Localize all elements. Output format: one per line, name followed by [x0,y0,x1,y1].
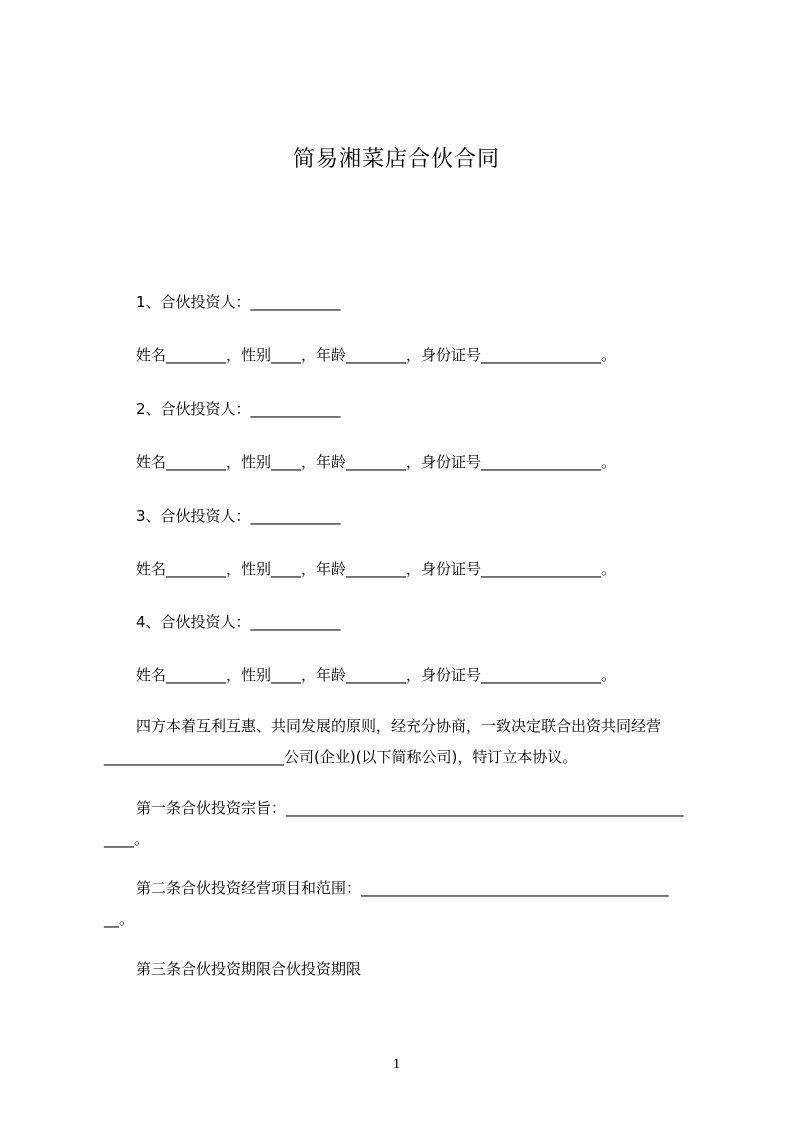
article-3-line-1: 第三条合伙投资期限合伙投资期限 [136,960,362,978]
intro-paragraph [104,716,704,767]
investor-4-header: 4、合伙投资人：____________ [136,613,341,631]
investor-1-details: 姓名________，性别____，年龄________，身份证号________________。 [136,346,617,364]
investor-2-details: 姓名________，性别____，年龄________，身份证号________________。 [136,453,617,471]
investor-1-header: 1、合伙投资人：____________ [136,293,341,311]
article-3-paragraph [104,959,704,979]
investor-3-header: 3、合伙投资人：____________ [136,507,341,525]
article-1-line-2: ____。 [104,830,150,848]
investor-2-header: 2、合伙投资人：____________ [136,400,341,418]
article-2-paragraph [104,878,704,929]
article-2-line-2: __。 [104,910,135,928]
investor-4-details: 姓名________，性别____，年龄________，身份证号________________。 [136,666,617,684]
investor-3-details: 姓名________，性别____，年龄________，身份证号________________。 [136,560,617,578]
article-1-line-1: 第一条合伙投资宗旨：_____________________________________________________ [136,799,684,817]
article-1-paragraph [104,798,704,849]
page-number: 1 [392,1056,401,1072]
intro-line-1: 四方本着互利互惠、共同发展的原则，经充分协商，一致决定联合出资共同经营 [136,717,662,735]
intro-line-2: ________________________公司(企业)(以下简称公司)，特订立本协议。 [104,748,578,766]
article-2-line-1: 第二条合伙投资经营项目和范围：_________________________________________ [136,879,669,897]
document-title: 简易湘菜店合伙合同 [292,147,500,172]
